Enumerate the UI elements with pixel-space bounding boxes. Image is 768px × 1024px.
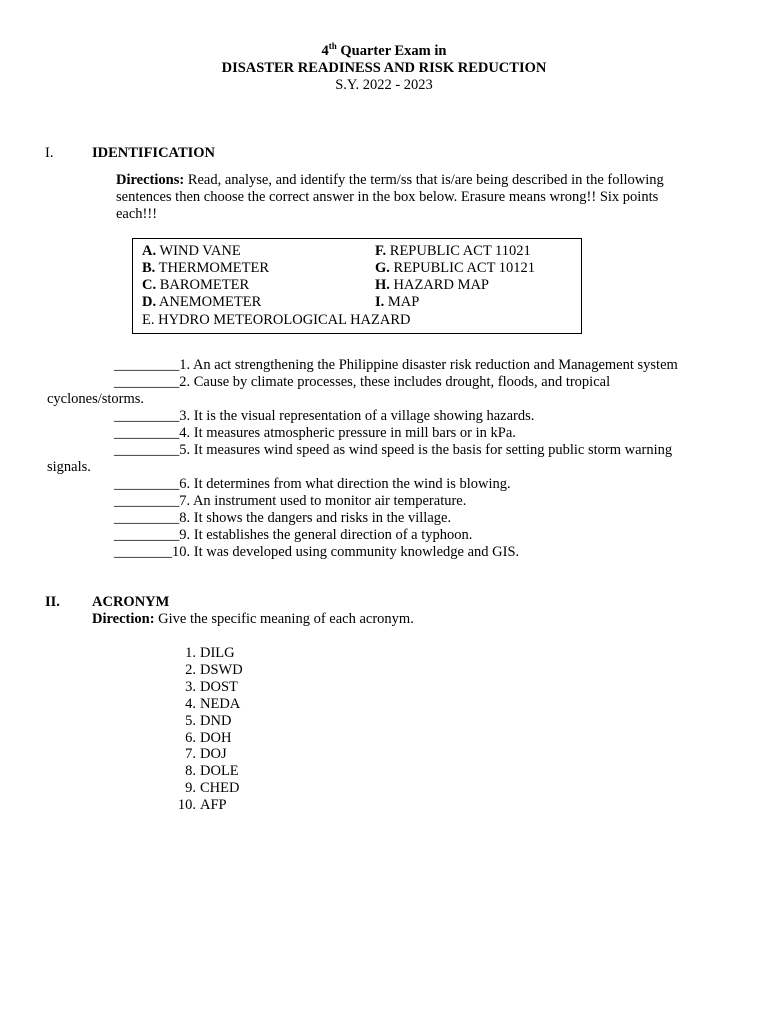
section1-numeral: I. xyxy=(45,145,54,161)
acronym-item: 6. DOH xyxy=(185,730,232,746)
question-2-continuation: cyclones/storms. xyxy=(47,391,145,407)
section2-numeral: II. xyxy=(45,594,60,610)
choice-e: E. HYDRO METEOROLOGICAL HAZARD xyxy=(142,312,411,328)
quarter-superscript: th xyxy=(328,41,337,51)
section1-directions-line2: sentences then choose the correct answer in the box below. Erasure means wrong!! Six points xyxy=(116,189,659,205)
choice-d: D. ANEMOMETER xyxy=(142,294,262,310)
choice-b: B. THERMOMETER xyxy=(142,260,270,276)
directions-text-1: Read, analyse, and identify the term/ss that is/are being described in the following xyxy=(184,172,664,188)
choice-h: H. HAZARD MAP xyxy=(375,277,489,293)
choice-a: A. WIND VANE xyxy=(142,243,241,259)
question-9: _________9. It establishes the general direction of a typhoon. xyxy=(114,527,473,543)
acronym-item: 7. DOJ xyxy=(185,746,227,762)
question-2: _________2. Cause by climate processes, these includes drought, floods, and tropical xyxy=(114,374,611,390)
question-5-continuation: signals. xyxy=(47,459,91,475)
acronym-item: 4. NEDA xyxy=(185,696,241,712)
question-1: _________1. An act strengthening the Philippine disaster risk reduction and Management system xyxy=(114,357,678,373)
question-3: _________3. It is the visual representation of a village showing hazards. xyxy=(114,408,535,424)
school-year: S.Y. 2022 - 2023 xyxy=(335,77,433,93)
exam-quarter-title xyxy=(0,43,768,60)
question-10: ________10. It was developed using community knowledge and GIS. xyxy=(114,544,520,560)
question-5: _________5. It measures wind speed as wind speed is the basis for setting public storm warning xyxy=(114,442,673,458)
choice-g: G. REPUBLIC ACT 10121 xyxy=(375,260,536,276)
choice-f: F. REPUBLIC ACT 11021 xyxy=(375,243,531,259)
acronym-item: 2. DSWD xyxy=(185,662,243,678)
acronym-item: 3. DOST xyxy=(185,679,238,695)
acronym-item: 5. DND xyxy=(185,713,232,729)
section2-title: ACRONYM xyxy=(92,594,170,610)
exam-subject: DISASTER READINESS AND RISK REDUCTION xyxy=(221,60,547,76)
acronym-item: 10. AFP xyxy=(177,797,227,813)
answer-choices-box xyxy=(132,238,582,334)
section2-direction xyxy=(92,611,414,628)
quarter-number: 4 xyxy=(321,43,329,59)
section1-directions-line1 xyxy=(116,172,664,189)
acronym-item: 1. DILG xyxy=(185,645,235,661)
question-4: _________4. It measures atmospheric pressure in mill bars or in kPa. xyxy=(114,425,516,441)
directions-label: Directions: xyxy=(116,172,185,188)
question-6: _________6. It determines from what direction the wind is blowing. xyxy=(114,476,511,492)
choice-i: I. MAP xyxy=(375,294,420,310)
direction-label: Direction: xyxy=(92,611,155,627)
section1-directions-line3: each!!! xyxy=(116,206,158,222)
question-8: _________8. It shows the dangers and risks in the village. xyxy=(114,510,452,526)
direction-text: Give the specific meaning of each acronym. xyxy=(154,611,414,627)
acronym-item: 9. CHED xyxy=(185,780,240,796)
acronym-item: 8. DOLE xyxy=(185,763,239,779)
choice-c: C. BAROMETER xyxy=(142,277,250,293)
quarter-suffix: Quarter Exam in xyxy=(336,43,447,59)
section1-title: IDENTIFICATION xyxy=(92,145,216,161)
question-7: _________7. An instrument used to monitor air temperature. xyxy=(114,493,467,509)
